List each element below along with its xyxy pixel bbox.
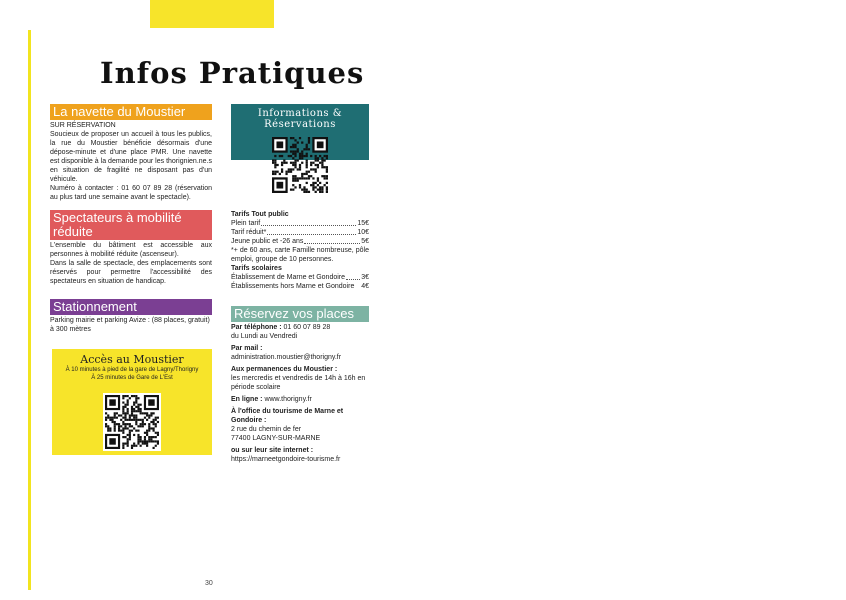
tarif-label: Établissement de Marne et Gondoire xyxy=(231,274,346,281)
enligne-line xyxy=(231,395,369,404)
tarif-label: Plein tarif xyxy=(231,220,261,227)
navette-text: Soucieux de proposer un accueil à tous les publics, la rue du Moustier bénéficie désormais d'une dépose-minute et d'une place PMR. Une navette est disponible à la demande pour les thorignien.ne.s en situation de fragilité ne disposant pas d'un véhicule. xyxy=(50,131,212,183)
tarif-label: Établissements hors Marne et Gondoire xyxy=(231,283,355,290)
mail-label: Par mail : xyxy=(231,345,263,352)
tarif-price: 15€ xyxy=(357,220,369,227)
acces-heading: Accès au Moustier xyxy=(80,353,184,366)
acces-qr-code[interactable] xyxy=(103,393,161,451)
navette-subtitle: SUR RÉSERVATION xyxy=(50,122,116,129)
stationnement-heading: Stationnement xyxy=(50,299,212,315)
dotted-leader xyxy=(267,228,356,235)
tarifs-heading: Tarifs Tout public xyxy=(231,211,289,218)
reservation-qr-code[interactable] xyxy=(272,137,328,193)
scolaires-heading: Tarifs scolaires xyxy=(231,265,282,272)
tarif-label: Jeune public et -26 ans xyxy=(231,238,304,245)
tarif-row xyxy=(231,219,369,228)
navette-contact: Numéro à contacter : 01 60 07 89 28 (réservation au plus tard une semaine avant le spectacle). xyxy=(50,185,212,201)
stationnement-text: Parking mairie et parking Avize : (88 places, gratuit) à 300 mètres xyxy=(50,317,210,333)
acces-line-1: À 10 minutes à pied de la gare de Lagny/Thorigny xyxy=(65,367,199,373)
office-address-2: 77400 LAGNY-SUR-MARNE xyxy=(231,435,321,442)
permanences-value: les mercredis et vendredis de 14h à 16h en période scolaire xyxy=(231,375,366,391)
telephone-value[interactable]: 01 60 07 89 28 xyxy=(281,324,331,331)
telephone-line xyxy=(231,323,369,332)
tarifs-note: *+ de 60 ans, carte Famille nombreuse, pôle emploi, groupe de 10 personnes. xyxy=(231,247,369,263)
acces-box xyxy=(52,349,212,455)
tarif-row xyxy=(231,228,369,237)
navette-heading: La navette du Moustier xyxy=(50,104,212,120)
qr-code-icon xyxy=(272,137,328,193)
enligne-label: En ligne : xyxy=(231,396,263,403)
qr-code-icon xyxy=(105,395,159,449)
enligne-link[interactable]: www.thorigny.fr xyxy=(262,396,312,403)
tarif-price: 5€ xyxy=(361,238,369,245)
dotted-leader xyxy=(346,273,360,280)
mobilite-heading: Spectateurs à mobilité réduite xyxy=(50,210,212,240)
navette-section xyxy=(50,104,212,202)
tarif-row xyxy=(231,273,369,282)
tarif-price: 3€ xyxy=(361,274,369,281)
mobilite-section xyxy=(50,210,212,286)
informations-heading: Informations & Réservations xyxy=(257,108,343,130)
top-tab-decoration xyxy=(150,0,274,28)
tarif-row xyxy=(231,237,369,246)
mail-link[interactable]: administration.moustier@thorigny.fr xyxy=(231,354,342,361)
stationnement-section xyxy=(50,299,212,334)
right-column xyxy=(231,104,369,464)
page-title: Infos Pratiques xyxy=(100,56,365,90)
tarifs-section xyxy=(231,210,369,291)
site-label: ou sur leur site internet : xyxy=(231,447,314,454)
reservez-section xyxy=(231,306,369,464)
page-number: 30 xyxy=(205,580,213,587)
mobilite-text-2: Dans la salle de spectacle, des emplacements sont réservés pour permettre l'accessibilité des spectateurs en situation de handicap. xyxy=(50,260,212,285)
dotted-leader xyxy=(261,219,356,226)
acces-line-2: À 25 minutes de Gare de L'Est xyxy=(91,375,173,381)
left-column xyxy=(50,104,212,455)
tarif-price: 4€ xyxy=(361,283,369,290)
dotted-leader xyxy=(304,237,360,244)
telephone-hours: du Lundi au Vendredi xyxy=(231,333,298,340)
tarif-row xyxy=(231,282,369,291)
office-label: À l'office du tourisme de Marne et Gondoire : xyxy=(231,408,344,424)
office-address-1: 2 rue du chemin de fer xyxy=(231,426,302,433)
tarif-price: 10€ xyxy=(357,229,369,236)
left-margin-rule xyxy=(28,30,31,590)
telephone-label: Par téléphone : xyxy=(231,324,282,331)
tarif-label: Tarif réduit* xyxy=(231,229,267,236)
mobilite-text-1: L'ensemble du bâtiment est accessible aux personnes à mobilité réduite (ascenseur). xyxy=(50,242,212,258)
permanences-label: Aux permanences du Moustier : xyxy=(231,366,338,373)
reservez-heading: Réservez vos places xyxy=(231,306,369,322)
site-link[interactable]: https://marneetgondoire-tourisme.fr xyxy=(231,456,341,463)
